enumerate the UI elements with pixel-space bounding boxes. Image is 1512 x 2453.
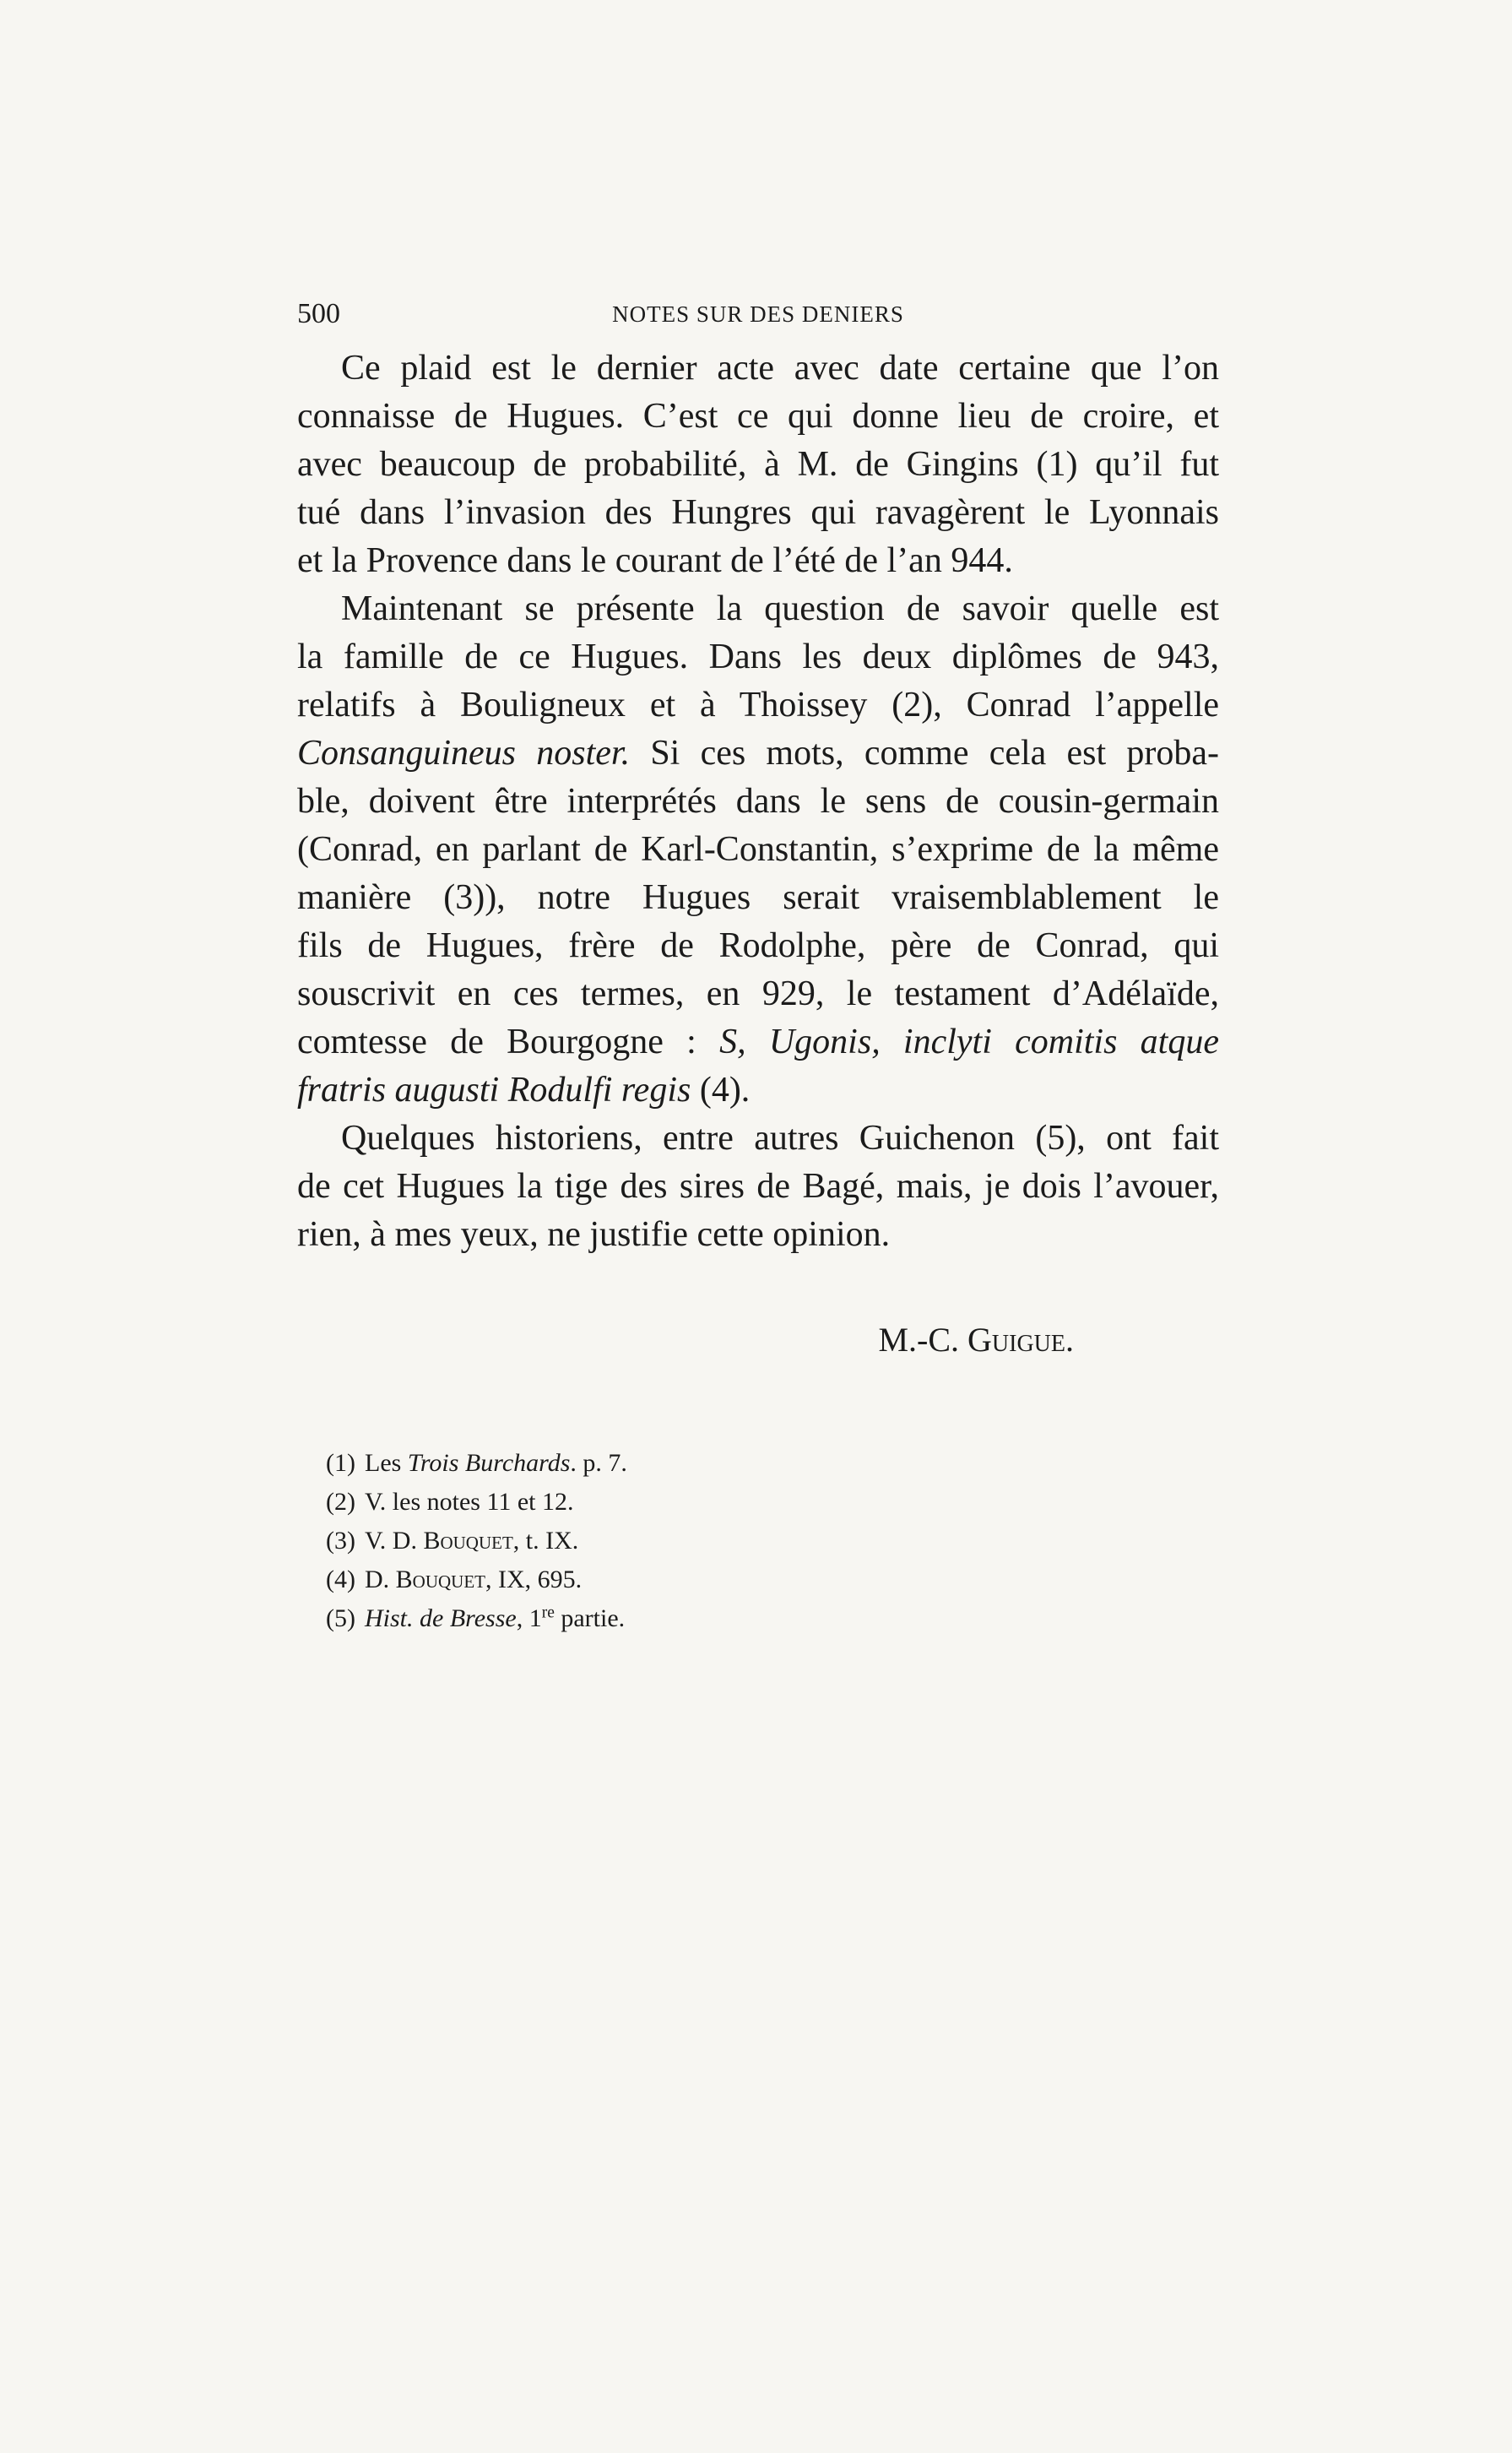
text-line: manière (3)), notre Hugues serait vraisemblablement le — [297, 878, 1219, 917]
footnote-number: (5) — [326, 1604, 355, 1632]
text-line: ble, doivent être interprétés dans le sens de cousin-germain — [297, 782, 1219, 821]
line-part: Si ces mots, comme cela est proba- — [650, 734, 1219, 773]
author-signature — [297, 1316, 1074, 1364]
footnote — [326, 1522, 1086, 1560]
footnote-text: D. — [365, 1566, 396, 1593]
footnote-number: (2) — [326, 1488, 355, 1516]
text-line: la famille de ce Hugues. Dans les deux diplômes de 943, — [297, 638, 1219, 676]
footnote — [326, 1560, 1086, 1599]
footnote-text: , t. IX. — [512, 1527, 579, 1555]
page-header — [297, 296, 1219, 333]
author-initials: M.-C. — [878, 1321, 960, 1359]
text-line: et la Provence dans le courant de l’été de l’an 944. — [297, 541, 1013, 580]
text-line: connaisse de Hugues. C’est ce qui donne lieu de croire, et — [297, 397, 1219, 436]
text-line: tué dans l’invasion des Hungres qui ravagèrent le Lyonnais — [297, 493, 1219, 532]
footnote-superscript: re — [541, 1604, 555, 1622]
footnote-text: . p. 7. — [570, 1449, 627, 1477]
line-part: comtesse de Bourgogne : — [297, 1023, 696, 1061]
latin-quote: fratris augusti Rodulfi regis — [297, 1071, 691, 1110]
text-line: avec beaucoup de probabilité, à M. de Gingins (1) qu’il fut — [297, 445, 1219, 484]
text-line — [297, 730, 1219, 778]
footnote — [326, 1599, 1086, 1638]
footnote-text: partie. — [554, 1604, 626, 1632]
text-line: rien, à mes yeux, ne justifie cette opinion. — [297, 1215, 891, 1254]
text-line: Ce plaid est le dernier acte avec date certaine que l’on — [341, 349, 1219, 388]
footnote-number: (1) — [326, 1449, 355, 1477]
text-line: fils de Hugues, frère de Rodolphe, père de Conrad, qui — [297, 926, 1219, 965]
line-part: (4). — [699, 1071, 751, 1110]
text-line: (Conrad, en parlant de Karl-Constantin, s’exprime de la même — [297, 830, 1219, 869]
text-line: Quelques historiens, entre autres Guichenon (5), ont fait — [341, 1119, 1219, 1158]
footnote-author: Bouquet — [395, 1566, 485, 1593]
text-line: de cet Hugues la tige des sires de Bagé, mais, je dois l’avouer, — [297, 1167, 1219, 1206]
footnote-text: Les — [365, 1449, 408, 1477]
footnote-title: Hist. de Bresse — [365, 1604, 517, 1632]
footnote-text: , IX, 695. — [485, 1566, 583, 1593]
text-line: Maintenant se présente la question de savoir quelle est — [341, 589, 1219, 628]
footnote-text: V. les notes 11 et 12. — [365, 1488, 574, 1516]
running-head: NOTES SUR DES DENIERS — [612, 301, 904, 327]
text-line — [297, 1066, 1219, 1115]
footnote — [326, 1483, 1086, 1522]
footnote-text: , 1 — [516, 1604, 542, 1632]
footnote-number: (3) — [326, 1527, 355, 1555]
footnotes — [326, 1444, 1086, 1638]
latin-quote: S, Ugonis, inclyti comitis atque — [719, 1023, 1219, 1061]
footnote-text: V. D. — [365, 1527, 424, 1555]
italic-phrase: Consanguineus noster. — [297, 734, 631, 773]
text-line: souscrivit en ces termes, en 929, le testament d’Adélaïde, — [297, 974, 1219, 1013]
footnote — [326, 1444, 1086, 1483]
author-surname: Guigue. — [967, 1321, 1074, 1359]
text-line: relatifs à Bouligneux et à Thoissey (2), Conrad l’appelle — [297, 686, 1219, 725]
footnote-author: Bouquet — [423, 1527, 513, 1555]
body-text — [297, 345, 1219, 1259]
footnote-title: Trois Burchards — [407, 1449, 571, 1477]
page-number: 500 — [297, 298, 340, 329]
footnote-number: (4) — [326, 1566, 355, 1593]
text-line — [297, 1018, 1219, 1066]
